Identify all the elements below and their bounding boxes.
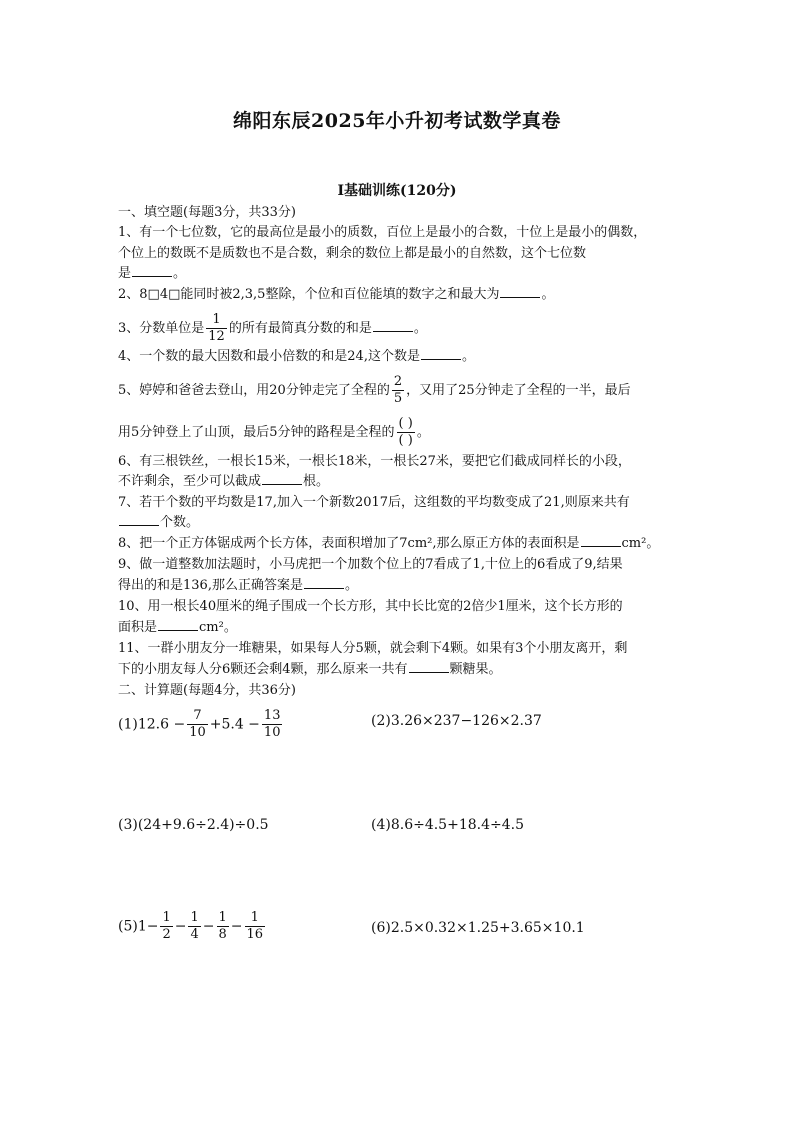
calc-text: − [174,918,187,935]
question-10-line-1: 10、用一根长40厘米的绳子围成一个长方形，其中长比宽的2倍少1厘米，这个长方形的 [118,599,623,614]
question-text: cm²。 [199,620,237,635]
answer-blank[interactable] [304,576,344,589]
fraction [397,416,415,449]
question-1-line-2: 个位上的数既不是质数也不是合数，剩余的数位上都是最小的自然数，这个七位数 [118,246,587,261]
fraction [262,708,283,741]
fraction-denominator: ( ) [398,433,413,448]
question-text: 。 [541,287,555,302]
fraction [217,910,229,943]
question-text: 。 [344,578,358,593]
question-text: 3、分数单位是 [118,321,205,336]
section-title: I基础训练(120分) [337,183,457,199]
fraction-denominator: 10 [189,725,206,740]
question-text: 5、婷婷和爸爸去登山，用20分钟走完了全程的 [118,383,390,398]
fraction [392,374,404,407]
question-text: 4、一个数的最大因数和最小倍数的和是24,这个数是 [118,349,420,364]
question-text: 不许剩余，至少可以截成 [118,474,262,489]
question-text: 是 [118,266,132,281]
answer-blank[interactable] [119,513,159,526]
question-text: 下的小朋友每人分6颗还会剩4颗，那么原来一共有 [118,662,408,677]
fraction [245,910,266,943]
calc-problem-4: (4)8.6÷4.5+18.4÷4.5 [371,817,524,833]
answer-blank[interactable] [373,319,413,332]
fraction-numerator: 1 [218,910,227,925]
calc-problem-5 [118,910,267,943]
question-8 [118,534,688,554]
fraction [206,312,227,345]
question-text: 用5分钟登上了山顶，最后5分钟的路程是全程的 [118,425,395,440]
fraction-denominator: 2 [162,927,171,942]
question-text: 个数。 [160,515,200,530]
fraction [160,910,172,943]
question-text: 颗糖果。 [449,662,502,677]
question-5-line-1 [118,374,688,407]
question-text: cm²。 [621,536,660,551]
question-6-line-2 [118,472,688,492]
calc-problem-2: (2)3.26×237−126×2.37 [371,713,542,729]
question-4 [118,347,688,367]
page-title: 绵阳东辰2025年小升初考试数学真卷 [233,110,561,132]
calc-problem-6: (6)2.5×0.32×1.25+3.65×10.1 [371,920,585,936]
question-text: 8、把一个正方体锯成两个长方体，表面积增加了7cm²,那么原正方体的表面积是 [118,536,580,551]
answer-blank[interactable] [409,660,449,673]
answer-blank[interactable] [158,618,198,631]
fraction-denominator: 12 [208,329,225,344]
answer-blank[interactable] [421,347,461,360]
fraction-denominator: 16 [246,927,264,942]
question-text: 面积是 [118,620,158,635]
calc-text: (1)12.6 − [118,716,186,733]
fraction-denominator: 4 [190,927,199,942]
question-text: 。 [413,321,427,336]
question-text: 。 [173,266,187,281]
calc-text: − [202,918,215,935]
question-6-line-1: 6、有三根铁丝，一根长15米，一根长18米，一根长27米，要把它们截成同样长的小段， [118,454,631,469]
answer-blank[interactable] [500,285,540,298]
question-2 [118,285,688,305]
calc-text: − [230,918,243,935]
calc-problem-1 [118,708,284,741]
question-5-line-2 [118,416,688,449]
fraction-numerator: ( ) [398,416,413,431]
fraction [188,910,200,943]
fraction-numerator: 1 [162,910,171,925]
question-7-line-2 [118,513,688,533]
question-9-line-2 [118,576,688,596]
question-text: 2、8□4□能同时被2,3,5整除，个位和百位能填的数字之和最大为 [118,287,500,302]
question-3 [118,312,688,345]
question-text: 。 [416,425,430,440]
fraction-denominator: 5 [393,391,403,406]
fraction [187,708,208,741]
fraction-numerator: 1 [212,312,221,327]
question-1-line-1: 1、有一个七位数，它的最高位是最小的质数，百位上是最小的合数，十位上是最小的偶数， [118,225,647,240]
question-1-line-3 [118,264,688,284]
question-text: 的所有最简真分数的和是 [228,321,372,336]
fraction-numerator: 1 [190,910,199,925]
part1-header: 一、填空题(每题3分，共33分) [118,205,296,220]
fraction-denominator: 8 [218,927,227,942]
answer-blank[interactable] [581,534,621,547]
question-7-line-1: 7、若干个数的平均数是17,加入一个新数2017后，这组数的平均数变成了21,则原来共有 [118,495,630,510]
calc-text: (5)1− [118,918,159,935]
question-10-line-2 [118,618,688,638]
fraction-numerator: 7 [193,708,202,723]
question-11-line-1: 11、一群小朋友分一堆糖果，如果每人分5颗，就会剩下4颗。如果有3个小朋友离开，剩 [118,641,628,656]
question-text: 得出的和是136,那么正确答案是 [118,578,303,593]
question-9-line-1: 9、做一道整数加法题时，小马虎把一个加数个位上的7看成了1,十位上的6看成了9,结果 [118,557,623,572]
fraction-denominator: 10 [263,725,281,740]
calc-text: +5.4 − [209,716,260,733]
answer-blank[interactable] [132,264,172,277]
fraction-numerator: 1 [250,910,259,925]
calc-problem-3: (3)(24+9.6÷2.4)÷0.5 [118,817,269,833]
part2-header: 二、计算题(每题4分，共36分) [118,683,296,698]
answer-blank[interactable] [262,472,302,485]
question-text: 根。 [303,474,330,489]
fraction-numerator: 2 [393,374,403,389]
fraction-numerator: 13 [263,708,281,723]
question-text: 。 [461,349,475,364]
question-11-line-2 [118,660,688,680]
question-text: ，又用了25分钟走了全程的一半，最后 [406,383,631,398]
